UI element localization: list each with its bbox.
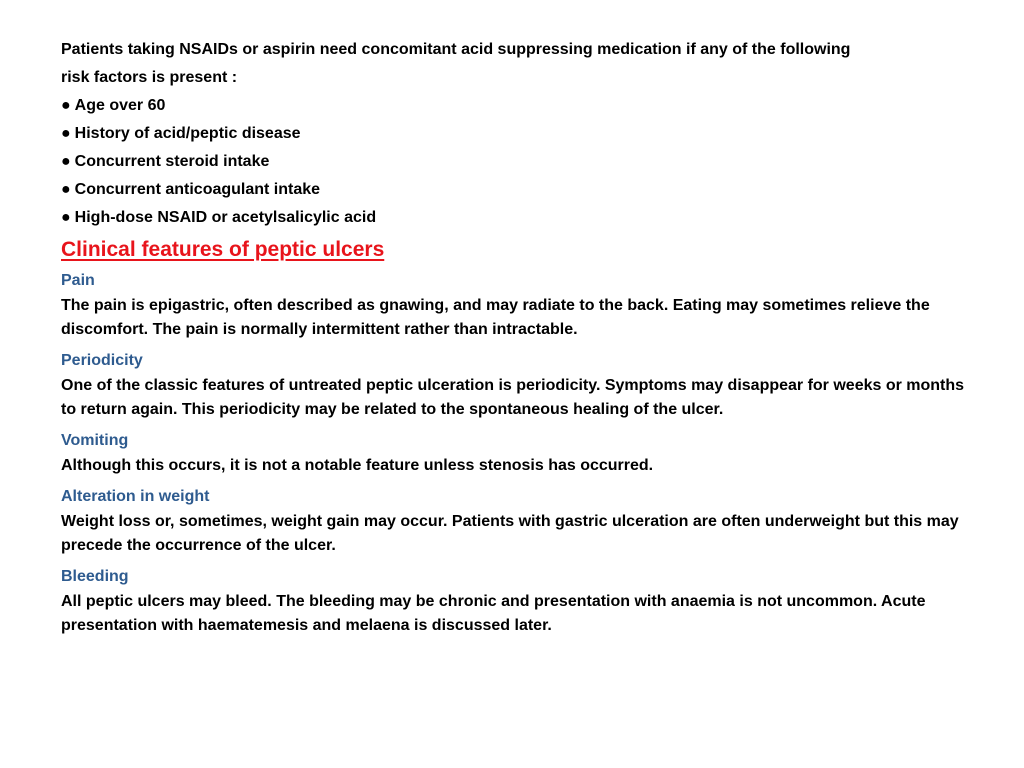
risk-factor-item [61, 120, 984, 148]
bullet-icon: ● [61, 125, 71, 142]
risk-factor-item [61, 204, 984, 232]
feature-text-vomiting: Although this occurs, it is not a notable feature unless stenosis has occurred. [61, 457, 654, 474]
feature-heading-vomiting: Vomiting [61, 432, 129, 449]
feature-heading-periodicity: Periodicity [61, 352, 143, 369]
intro-line-2: risk factors is present : [61, 69, 238, 86]
bullet-icon: ● [61, 209, 71, 226]
risk-factor-label: High-dose NSAID or acetylsalicylic acid [74, 209, 377, 226]
risk-factor-list [61, 92, 984, 232]
risk-factor-label: Concurrent anticoagulant intake [74, 181, 321, 198]
feature-text-weight: Weight loss or, sometimes, weight gain may occur. Patients with gastric ulceration are often underweight but this may precede the occurrence of the ulcer. [61, 513, 959, 554]
feature-text-periodicity: One of the classic features of untreated peptic ulceration is periodicity. Symptoms may disappear for weeks or months to return again. This periodicity may be related to the spontaneous healing of the ulcer. [61, 377, 965, 418]
risk-factor-item [61, 92, 984, 120]
risk-factor-label: Concurrent steroid intake [74, 153, 270, 170]
bullet-icon: ● [61, 181, 71, 198]
intro-line-1: Patients taking NSAIDs or aspirin need concomitant acid suppressing medication if any of the following [61, 41, 851, 58]
feature-heading-pain: Pain [61, 272, 95, 289]
bullet-icon: ● [61, 97, 71, 114]
risk-factor-label: Age over 60 [74, 97, 166, 114]
feature-text-pain: The pain is epigastric, often described as gnawing, and may radiate to the back. Eating may sometimes relieve the discomfort. The pain is normally intermittent rather than intractable. [61, 297, 930, 338]
feature-text-bleeding: All peptic ulcers may bleed. The bleeding may be chronic and presentation with anaemia is not uncommon. Acute presentation with haematemesis and melaena is discussed later. [61, 593, 926, 634]
risk-factor-item [61, 148, 984, 176]
section-title: Clinical features of peptic ulcers [61, 238, 385, 261]
feature-heading-bleeding: Bleeding [61, 568, 129, 585]
risk-factor-item [61, 176, 984, 204]
risk-factor-label: History of acid/peptic disease [74, 125, 301, 142]
feature-heading-weight: Alteration in weight [61, 488, 210, 505]
bullet-icon: ● [61, 153, 71, 170]
